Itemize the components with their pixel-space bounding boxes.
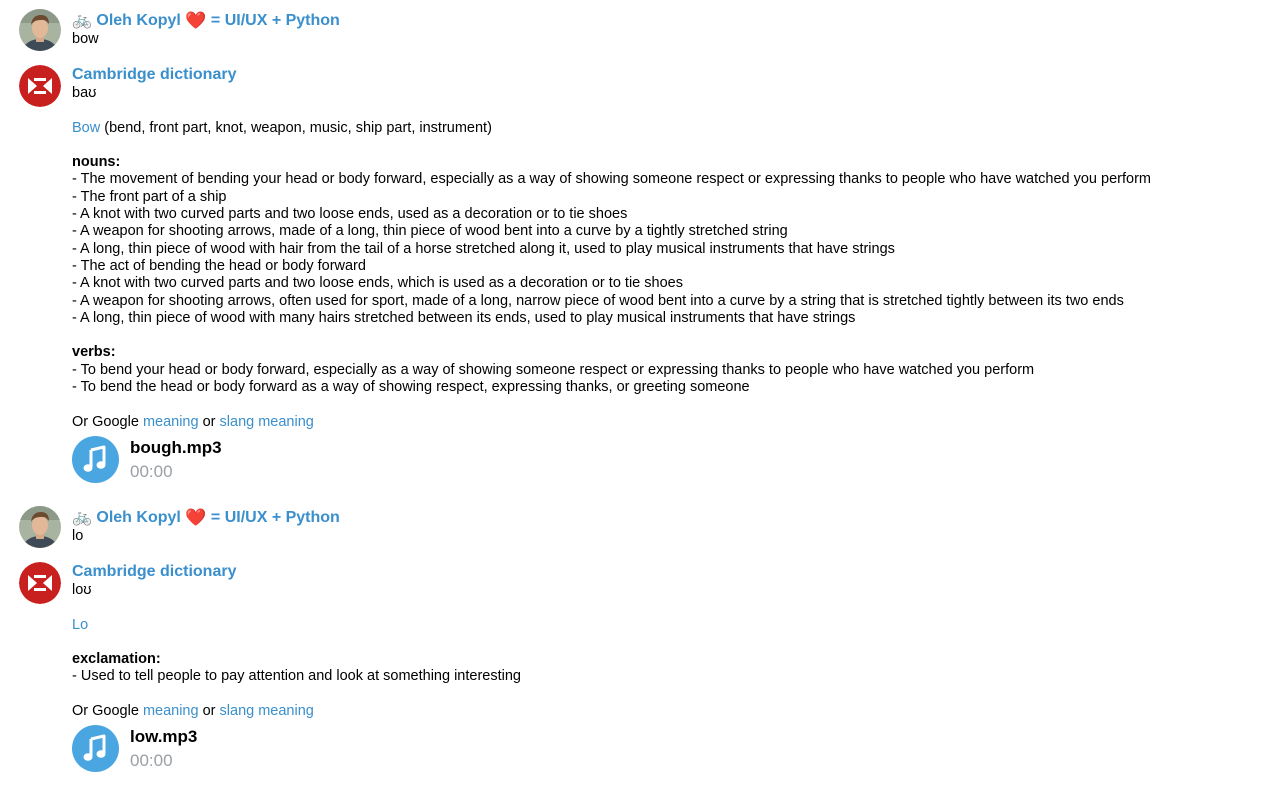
audio-attachment [72,725,1240,773]
senses-summary: (bend, front part, knot, weapon, music, ship part, instrument) [104,119,492,136]
music-note-icon [72,436,119,483]
pronunciation: loʊ [72,582,92,598]
section-title-exclamation: exclamation: [72,651,161,668]
bot-avatar[interactable] [19,65,61,107]
google-or: or [202,703,216,720]
play-button[interactable] [72,436,119,483]
definition-item: - A long, thin piece of wood with hair from the tail of a horse stretched along it, used to play musical instruments that have strings [72,240,895,257]
definition-item: - A weapon for shooting arrows, made of a long, thin piece of wood bent into a curve by a tightly stretched string [72,223,788,240]
headword-link[interactable]: Lo [72,616,89,633]
google-slang-link[interactable]: slang meaning [219,413,314,430]
sender-tagline: = UI/UX + Python [210,509,340,526]
bot-name[interactable]: Cambridge dictionary [72,563,237,580]
google-links [72,414,1240,431]
audio-filename: low.mp3 [130,727,198,747]
definition-item: - To bend the head or body forward as a way of showing respect, expressing thanks, or greeting someone [72,379,750,396]
sender-name[interactable] [72,11,1240,31]
definition-item: - The front part of a ship [72,188,227,205]
definition-item: - The act of bending the head or body forward [72,257,366,274]
heart-icon: ❤️ [185,11,207,30]
google-prefix: Or Google [72,703,139,720]
audio-duration: 00:00 [130,751,173,771]
section-title-verbs: verbs: [72,344,116,361]
sender-name-text: Oleh Kopyl [96,509,181,526]
audio-filename: bough.mp3 [130,437,222,457]
pronunciation: baʊ [72,85,97,101]
sender-tagline: = UI/UX + Python [210,12,340,29]
definition-item: - A knot with two curved parts and two loose ends, which is used as a decoration or to tie shoes [72,275,683,292]
play-button[interactable] [72,725,119,772]
sender-name[interactable] [72,508,1240,528]
user-avatar[interactable] [19,9,61,51]
bot-avatar[interactable] [19,562,61,604]
google-links [72,703,1240,720]
user-avatar[interactable] [19,506,61,548]
google-slang-link[interactable]: slang meaning [219,703,314,720]
headword-link[interactable]: Bow [72,119,101,136]
definition-item: - To bend your head or body forward, especially as a way of showing someone respect or expressing thanks to people who have watched you perform [72,361,1035,378]
audio-duration: 00:00 [130,461,173,481]
definition-item: - A weapon for shooting arrows, often used for sport, made of a long, narrow piece of wood bent into a curve by a string that is stretched tightly between its two ends [72,292,1124,309]
definition-item: - A knot with two curved parts and two loose ends, used as a decoration or to tie shoes [72,206,628,223]
google-meaning-link[interactable]: meaning [142,413,199,430]
definition-item: - Used to tell people to pay attention and look at something interesting [72,668,521,685]
heart-icon: ❤️ [185,508,207,527]
google-or: or [202,413,216,430]
section-title-nouns: nouns: [72,154,121,171]
bicycle-icon: 🚲 [72,509,92,526]
definition-item: - The movement of bending your head or body forward, especially as a way of showing someone respect or expressing thanks to people who have watched you perform [72,171,1151,188]
google-prefix: Or Google [72,413,139,430]
music-note-icon [72,725,119,772]
message-text: bow [72,31,99,47]
audio-attachment [72,436,1240,484]
bot-name[interactable]: Cambridge dictionary [72,66,237,83]
headword-line [72,617,1240,634]
sender-name-text: Oleh Kopyl [96,12,181,29]
google-meaning-link[interactable]: meaning [142,703,199,720]
bicycle-icon: 🚲 [72,12,92,29]
message-text: lo [72,528,84,544]
headword-line [72,120,1240,137]
definition-item: - A long, thin piece of wood with many hairs stretched between its ends, used to play musical instruments that have strings [72,309,856,326]
